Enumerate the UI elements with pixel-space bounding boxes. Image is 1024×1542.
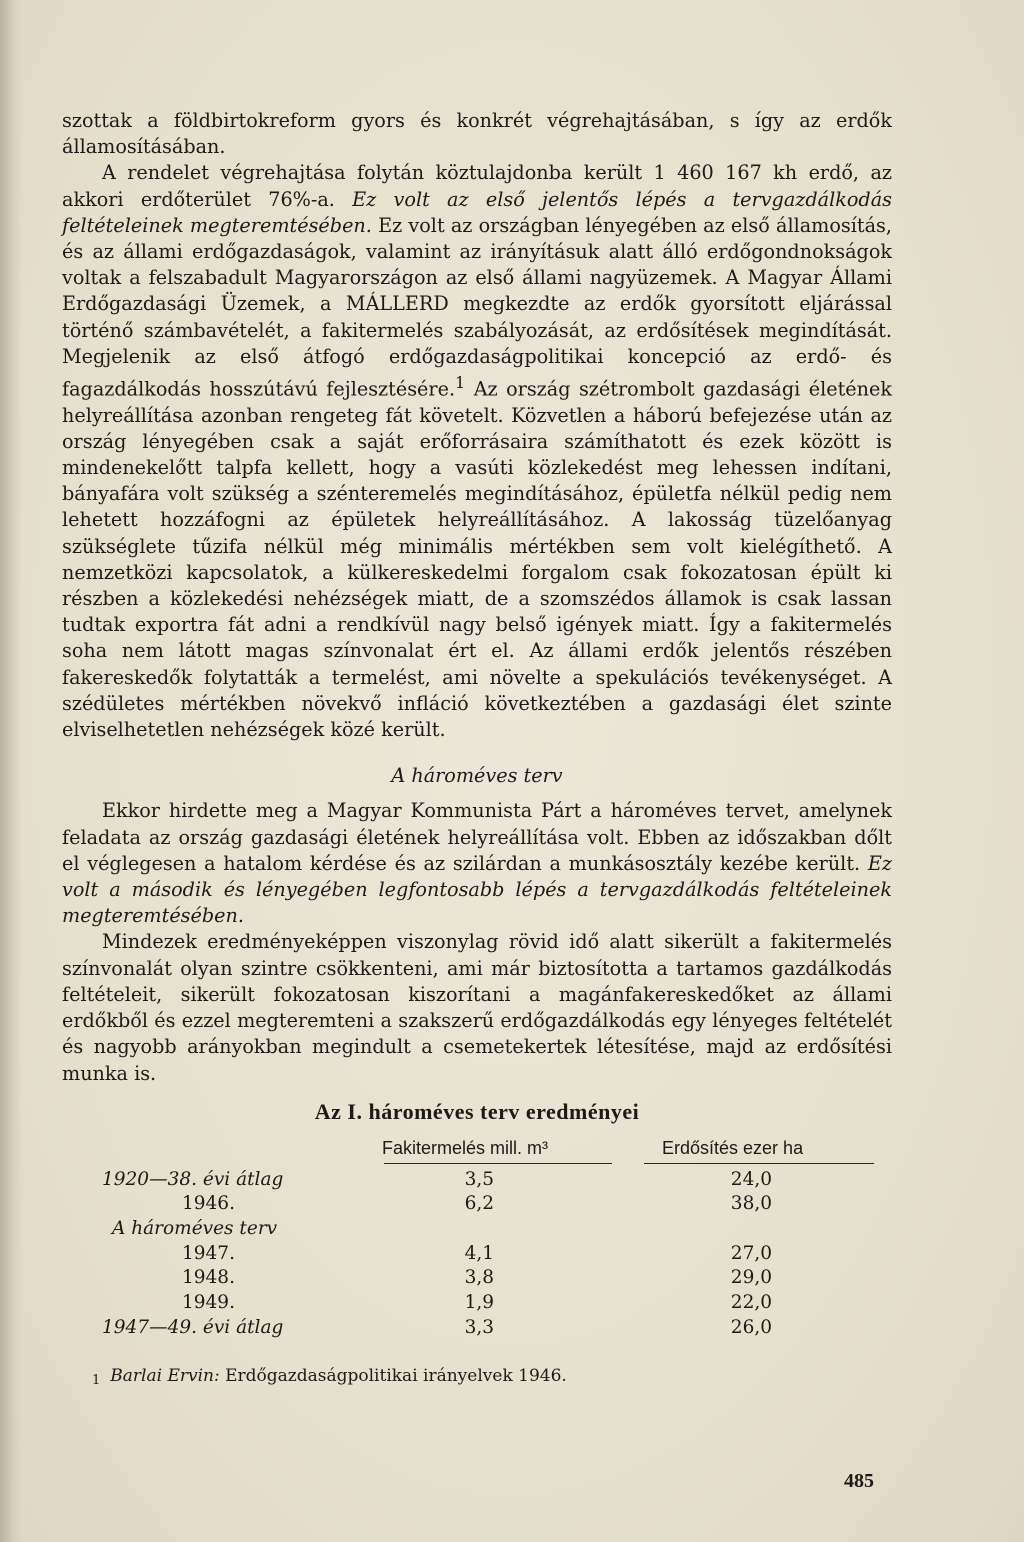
paragraph-2-part-c: Az ország szétrombolt gazdasági életének helyreállítása azonban rengeteg fát követelt. Közvetlen a háború befejezése után az ország lényegében csak a saját erőforrásaira számíthatott és ezek között is mindenekelőtt talpfa kellett, hogy a vasúti közlekedést meg lehessen indítani, bányafára volt szükség a szénteremelés megindításához, épületfa nélkül pedig nem lehetett hozzáfogni az épületek helyreállításához. A lakosság tüzelőanyag szükséglete tűzifa nélkül még minimális mértékben sem volt kielégíthető. A nemzetközi kapcsolatok, a külkereskedelmi forgalom csak fokozatosan épült ki részben a közlekedési nehézségek miatt, de a szomszédos államok is csak lassan tudtak exportra fát adni a rendkívül nagy belső igények miatt. Így a fakitermelés soha nem látott magas színvonalat ért el. Az állami erdők jelentős részében fakereskedők folytatták a termelést, ami növelte a spekulációs tevékenységet. A szédületes mértékben növekvő infláció következtében a gazdasági élet szinte elviselhetetlen nehézségek közé került.: [62, 377, 892, 742]
table-row: [62, 1167, 892, 1192]
logging-value: 3,5: [464, 1168, 494, 1190]
logging-value: 4,1: [464, 1242, 494, 1264]
afforestation-value: 29,0: [730, 1267, 772, 1289]
row-label: 1920—38. évi átlag: [102, 1168, 284, 1190]
paragraph-1: szottak a földbirtokreform gyors és konkrét végrehajtásában, s így az erdők államosításában.: [62, 109, 892, 159]
paragraph-3-emphasis: Ez volt a második és lényegében legfontosabb lépés a tervgazdálkodás feltételeinek megteremtésében.: [62, 851, 892, 928]
paragraph-2: [62, 160, 892, 743]
afforestation-value: 24,0: [730, 1168, 772, 1190]
footnote-reference: 1: [455, 373, 466, 393]
table-body: [62, 1167, 892, 1340]
table-row: [62, 1191, 892, 1216]
paragraph-3: [62, 798, 892, 929]
results-table: [62, 1099, 892, 1340]
section-title: A hároméves terv: [391, 764, 563, 788]
paragraph-2-part-a: A rendelet végrehajtása folytán köztulajdonba került 1 460 167 kh erdő, az akkori erdőterület 76%-a.: [62, 161, 892, 211]
table-row: [62, 1216, 892, 1241]
row-label: 1947—49. évi átlag: [102, 1316, 284, 1338]
table-row: [62, 1241, 892, 1266]
row-label: 1948.: [182, 1267, 235, 1289]
page-fold-shadow: [0, 0, 22, 1542]
logging-value: 3,3: [464, 1316, 494, 1338]
logging-value: 1,9: [464, 1292, 494, 1314]
table-header: [62, 1135, 892, 1167]
column-header-afforestation: Erdősítés ezer ha: [662, 1137, 804, 1158]
paragraph-2-part-b: Ez volt az országban lényegében az első államosítás, és az állami erdőgazdaságok, valamint az irányításuk alatt álló erdőgondnokságok voltak a felszabadult Magyarországon az első állami nagyüzemek. A Magyar Állami Erdőgazdasági Üzemek, a MÁLLERD megkezdte az erdők gyorsított eljárással történő számbavételét, a fakitermelés szabályozását, az erdősítések megindítását. Megjelenik az első átfogó erdőgazdaságpolitikai koncepció az erdő- és fagazdálkodás hosszútávú fejlesztésére.: [62, 213, 892, 401]
row-label: 1946.: [182, 1193, 235, 1215]
column-header-logging: Fakitermelés mill. m³: [382, 1137, 549, 1158]
paragraph-3-part-a: Ekkor hirdette meg a Magyar Kommunista Párt a hároméves tervet, amelynek feladata az ország gazdasági életének helyreállítása volt. Ebben az időszakban dőlt el véglegesen a hatalom kérdése és az szilárdan a munkásosztály kezébe került.: [62, 799, 892, 875]
row-label: 1947.: [182, 1242, 235, 1264]
logging-value: 6,2: [464, 1193, 494, 1215]
table-title: Az I. hároméves terv eredményei: [314, 1098, 640, 1124]
paragraph-2-emphasis: Ez volt az első jelentős lépés a tervgazdálkodás feltételeinek megteremtésében.: [62, 187, 892, 237]
table-row: [62, 1265, 892, 1290]
paragraph-4: Mindezek eredményeképpen viszonylag rövid idő alatt sikerült a fakitermelés színvonalát olyan szintre csökkenteni, ami már biztosította a tartamos gazdálkodás feltételeit, sikerült fokozatosan kiszorítani a magánfakereskedőket az állami erdőkből és ezzel megteremteni a szakszerű erdőgazdálkodás egy lényeges feltételét és nagyobb arányokban megindult a csemetekertek létesítése, majd az erdősítési munka is.: [62, 930, 892, 1085]
afforestation-value: 26,0: [730, 1316, 772, 1338]
footnote-marker: 1: [92, 1373, 101, 1388]
footnote-text: Erdőgazdaságpolitikai irányelvek 1946.: [225, 1366, 567, 1386]
afforestation-value: 22,0: [730, 1292, 772, 1314]
header-rule-2: [644, 1163, 874, 1164]
row-label: A hároméves terv: [112, 1218, 278, 1240]
footnote: [92, 1366, 567, 1388]
page-number: 485: [844, 1470, 874, 1492]
main-text: [62, 108, 892, 1340]
footnote-author: Barlai Ervin:: [110, 1366, 220, 1386]
table-row: [62, 1290, 892, 1315]
table-row: [62, 1315, 892, 1340]
logging-value: 3,8: [464, 1267, 494, 1289]
afforestation-value: 38,0: [730, 1193, 772, 1215]
row-label: 1949.: [182, 1292, 235, 1314]
header-rule-1: [384, 1163, 612, 1164]
afforestation-value: 27,0: [730, 1242, 772, 1264]
